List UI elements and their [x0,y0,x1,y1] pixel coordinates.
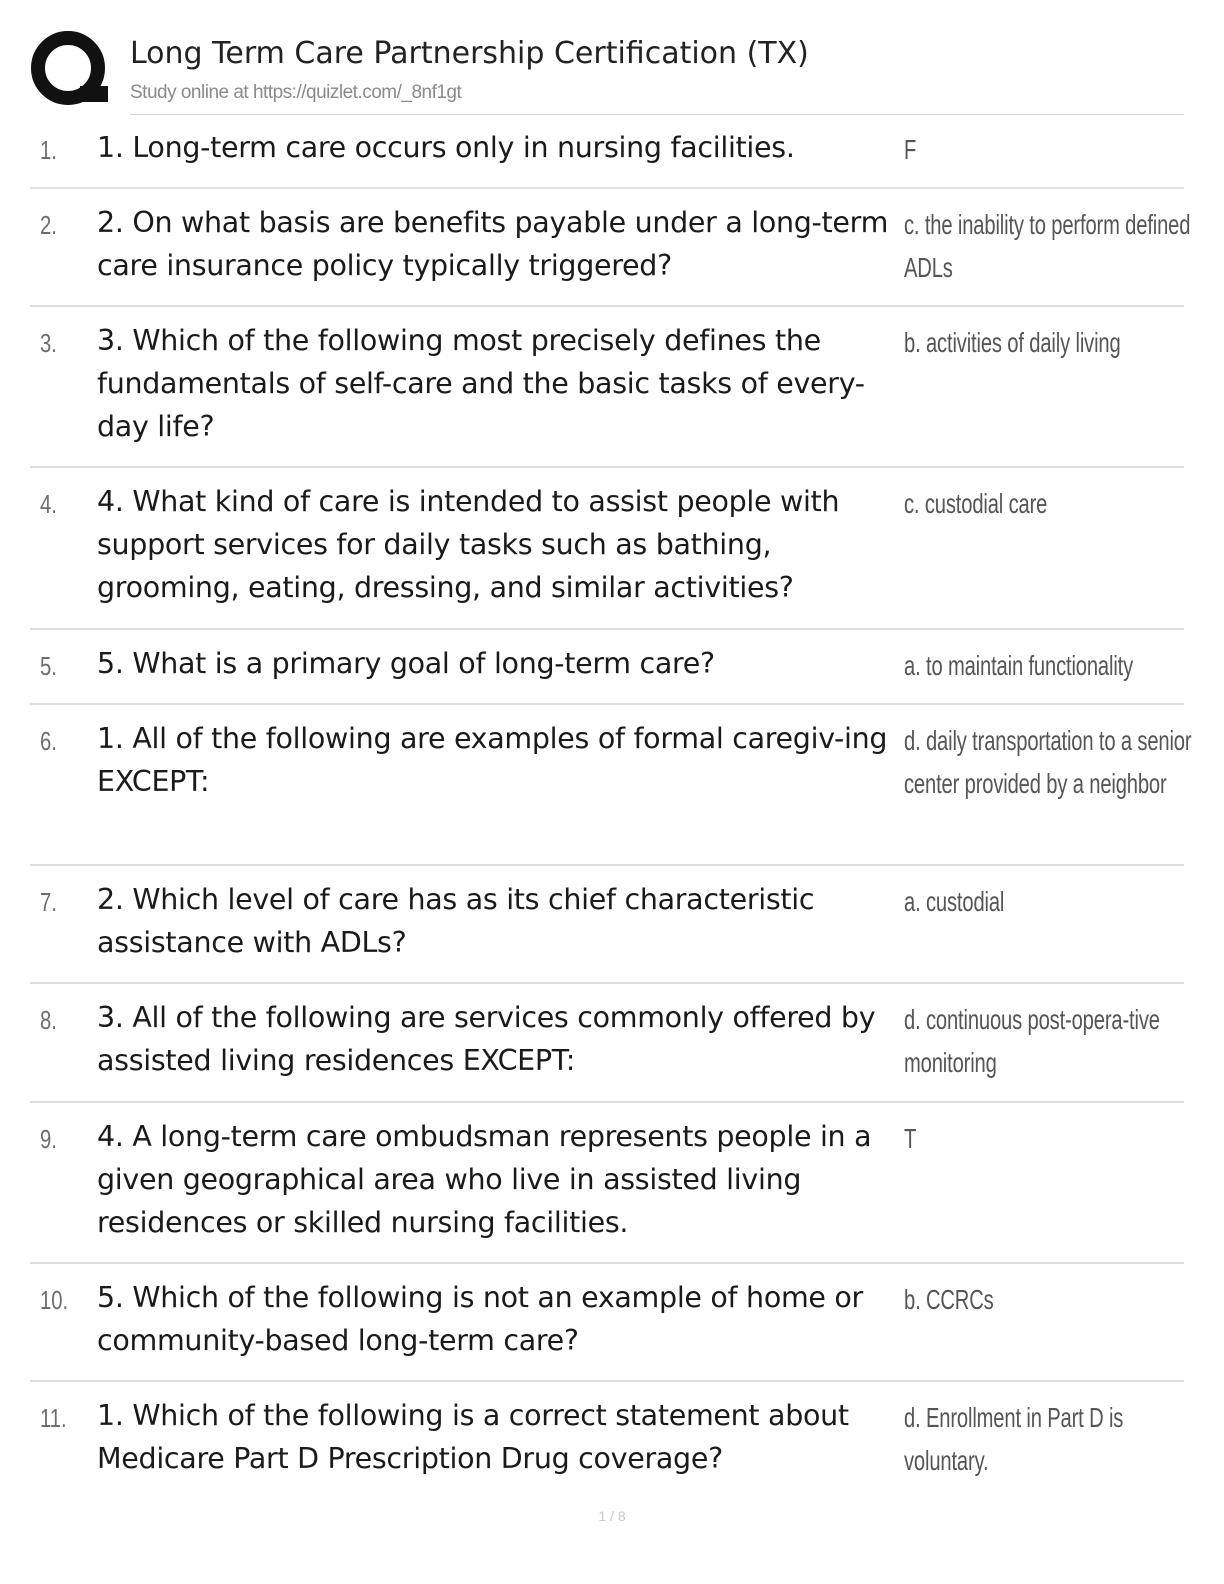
question-text: 5. What is a primary goal of long-term care? [97,647,715,680]
flashcard-row [30,630,1184,705]
answer-text: F [904,134,917,165]
document-header [30,30,1184,114]
answer-text: d. daily transportation to a senior center provided by a neighbor [904,725,1192,799]
answer-text: b. CCRCs [904,1284,994,1315]
flashcard-row [30,1103,1184,1264]
flashcard-row [30,307,1184,468]
row-number: 7. [40,887,57,917]
answer-text: b. activities of daily living [904,327,1121,358]
answer-text: a. to maintain functionality [904,650,1134,681]
row-number: 11. [40,1403,67,1433]
answer-text: c. the inability to perform defined ADLs [904,209,1191,283]
question-text: 2. Which level of care has as its chief characteristic assistance with ADLs? [97,883,815,959]
row-number: 6. [40,726,57,756]
study-online-link[interactable]: Study online at https://quizlet.com/_8nf1gt [130,82,462,103]
question-text: 4. A long-term care ombudsman represents people in a given geographical area who live in assisted living residences or skilled nursing facilities. [97,1120,872,1239]
document-title: Long Term Care Partnership Certification (TX) [130,36,809,71]
row-number: 9. [40,1124,57,1154]
row-number: 1. [40,135,57,165]
row-number: 3. [40,328,57,358]
question-text: 1. Long-term care occurs only in nursing facilities. [97,131,795,164]
question-text: 5. Which of the following is not an example of home or community-based long-term care? [97,1281,863,1357]
row-number: 5. [40,651,57,681]
quizlet-logo-icon [30,30,110,110]
question-text: 4. What kind of care is intended to assist people with support services for daily tasks such as bathing, grooming, eating, dressing, and similar activities? [97,485,840,604]
flashcard-row [30,866,1184,984]
answer-text: d. continuous post-opera-tive monitoring [904,1004,1160,1078]
question-text: 1. Which of the following is a correct statement about Medicare Part D Prescription Drug coverage? [97,1399,849,1475]
flashcard-row [30,1264,1184,1382]
question-text: 3. All of the following are services commonly offered by assisted living residences EXCEPT: [97,1001,876,1077]
answer-text: d. Enrollment in Part D is voluntary. [904,1402,1124,1476]
row-number: 8. [40,1005,57,1035]
answer-text: c. custodial care [904,488,1048,519]
flashcard-list [30,114,1192,1500]
row-number: 4. [40,489,57,519]
flashcard-row [30,1382,1184,1500]
question-text: 2. On what basis are benefits payable under a long-term care insurance policy typically triggered? [97,206,889,282]
flashcard-row [30,468,1184,630]
row-number: 10. [40,1285,69,1315]
row-number: 2. [40,210,57,240]
flashcard-row [30,984,1184,1103]
flashcard-row [30,705,1192,866]
flashcard-row [30,114,1184,189]
page-number: 1 / 8 [598,1508,626,1524]
answer-text: T [904,1123,917,1154]
question-text: 3. Which of the following most precisely defines the fundamentals of self-care and the basic tasks of every-day life? [97,324,865,443]
answer-text: a. custodial [904,886,1005,917]
question-text: 1. All of the following are examples of formal caregiv-ing EXCEPT: [97,722,888,798]
flashcard-row [30,189,1191,307]
